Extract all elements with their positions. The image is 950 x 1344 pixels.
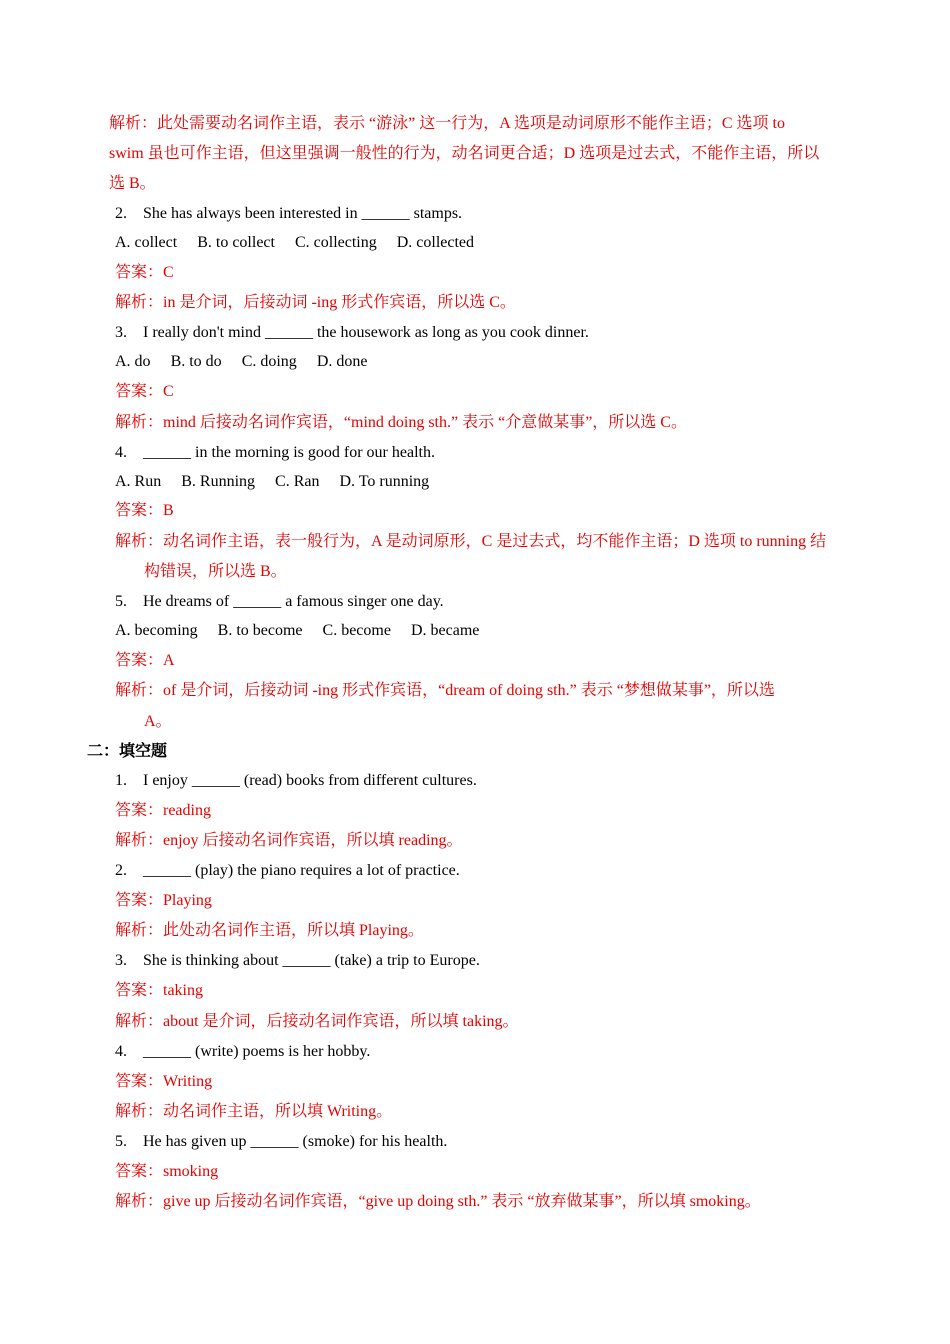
question-text: ______ (write) poems is her hobby. (143, 1043, 371, 1060)
answer-line: 答案：taking (115, 982, 203, 999)
answer-line: 答案：C (115, 264, 174, 281)
answer-line: 答案：B (115, 502, 174, 519)
explanation-line: 选 B。 (109, 175, 156, 192)
question-number: 5. (115, 593, 127, 610)
question-options (115, 620, 499, 642)
question-stem (115, 770, 477, 792)
explanation-line: A。 (144, 713, 172, 730)
answer-line: 答案：A (115, 652, 175, 669)
question-text: ______ in the morning is good for our health. (143, 444, 435, 461)
question-text: ______ (play) the piano requires a lot of practice. (143, 862, 460, 879)
explanation-line: 解析：of 是介词，后接动词 -ing 形式作宾语，“dream of doing sth.” 表示 “梦想做某事”，所以选 (115, 682, 775, 699)
question-stem (115, 1041, 370, 1063)
question-text: I enjoy ______ (read) books from different cultures. (143, 772, 477, 789)
question-options (115, 351, 387, 373)
explanation-line: 解析：give up 后接动名词作宾语，“give up doing sth.” 表示 “放弃做某事”，所以填 smoking。 (115, 1193, 761, 1210)
question-number: 2. (115, 862, 127, 879)
question-stem (115, 950, 480, 972)
question-stem (115, 322, 589, 344)
question-text: She is thinking about ______ (take) a trip to Europe. (143, 952, 480, 969)
section-heading: 二：填空题 (87, 743, 168, 760)
question-number: 5. (115, 1133, 127, 1150)
question-stem (115, 1131, 447, 1153)
answer-line: 答案：Writing (115, 1073, 213, 1090)
question-number: 4. (115, 1043, 127, 1060)
option: B. to collect (197, 234, 275, 251)
option: C. Ran (275, 473, 320, 490)
question-number: 3. (115, 324, 127, 341)
explanation-line: swim 虽也可作主语，但这里强调一般性的行为，动名词更合适；D 选项是过去式，不能作主语，所以 (109, 145, 820, 162)
question-text: She has always been interested in ______ stamps. (143, 205, 463, 222)
question-stem (115, 203, 462, 225)
option: D. To running (339, 473, 430, 490)
answer-line: 答案：C (115, 383, 174, 400)
explanation-line: 构错误，所以选 B。 (144, 563, 287, 580)
question-text: He dreams of ______ a famous singer one day. (143, 593, 444, 610)
answer-line: 答案：Playing (115, 892, 212, 909)
answer-line: 答案：reading (115, 802, 211, 819)
question-number: 4. (115, 444, 127, 461)
explanation-line: 解析：动名词作主语，所以填 Writing。 (115, 1103, 393, 1120)
explanation-line: 解析：此处需要动名词作主语，表示 “游泳” 这一行为，A 选项是动词原形不能作主语；C 选项 to (109, 115, 785, 132)
option: D. collected (396, 234, 475, 251)
explanation-line: 解析：in 是介词，后接动词 -ing 形式作宾语，所以选 C。 (115, 294, 516, 311)
question-options (115, 471, 449, 493)
option: C. collecting (294, 234, 377, 251)
option: B. to do (170, 353, 222, 370)
explanation-line: 解析：此处动名词作主语，所以填 Playing。 (115, 922, 424, 939)
explanation-line: 解析：动名词作主语，表一般行为，A 是动词原形，C 是过去式，均不能作主语；D 选项 to running 结 (115, 533, 827, 550)
option: D. became (410, 622, 480, 639)
answer-line: 答案：smoking (115, 1163, 219, 1180)
option: C. become (322, 622, 391, 639)
question-number: 1. (115, 772, 127, 789)
question-stem (115, 860, 460, 882)
option: A. do (115, 353, 151, 370)
option: C. doing (241, 353, 297, 370)
option: B. Running (181, 473, 256, 490)
question-number: 3. (115, 952, 127, 969)
question-stem (115, 442, 435, 464)
explanation-line: 解析：mind 后接动名词作宾语，“mind doing sth.” 表示 “介意做某事”，所以选 C。 (115, 414, 687, 431)
question-stem (115, 591, 444, 613)
question-text: I really don't mind ______ the housework as long as you cook dinner. (143, 324, 589, 341)
question-text: He has given up ______ (smoke) for his health. (143, 1133, 448, 1150)
option: A. Run (115, 473, 162, 490)
option: B. to become (217, 622, 303, 639)
option: A. collect (115, 234, 178, 251)
option: A. becoming (115, 622, 198, 639)
question-options (115, 232, 494, 254)
explanation-line: 解析：about 是介词，后接动名词作宾语，所以填 taking。 (115, 1013, 519, 1030)
explanation-line: 解析：enjoy 后接动名词作宾语，所以填 reading。 (115, 832, 463, 849)
option: D. done (316, 353, 368, 370)
question-number: 2. (115, 205, 127, 222)
